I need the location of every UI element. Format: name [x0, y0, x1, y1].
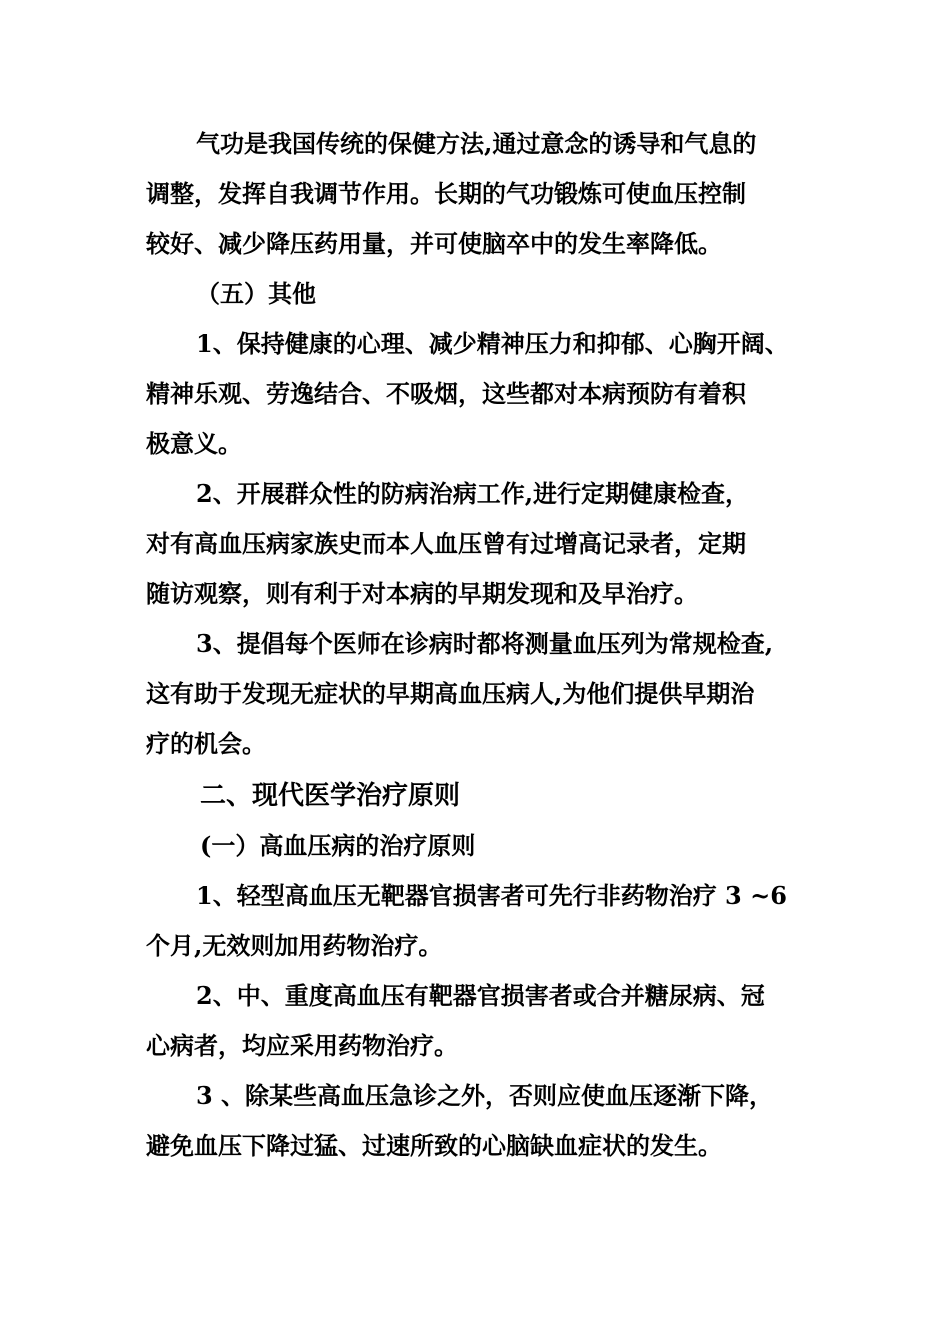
principle-2-line-2: 心病者，均应采用药物治疗。 [146, 1031, 458, 1060]
section-heading-modern-treatment: 二、现代医学治疗原则 [200, 781, 461, 811]
item-3-line-3: 疗的机会。 [146, 729, 266, 758]
principle-3-line-2: 避免血压下降过猛、过速所致的心脑缺血症状的发生。 [146, 1131, 722, 1160]
item-2-line-3: 随访观察，则有利于对本病的早期发现和及早治疗。 [146, 579, 698, 608]
item-2-line-1: 2、开展群众性的防病治病工作,进行定期健康检查， [196, 479, 750, 508]
item-1-line-1: 1、保持健康的心理、减少精神压力和抑郁、心胸开阔、 [196, 329, 789, 358]
principle-1-line-2: 个月,无效则加用药物治疗。 [146, 931, 443, 960]
item-2-line-2: 对有高血压病家族史而本人血压曾有过增高记录者，定期 [146, 529, 746, 558]
paragraph-qigong-line-3: 较好、减少降压药用量，并可使脑卒中的发生率降低。 [146, 229, 722, 258]
paragraph-qigong-line-1: 气功是我国传统的保健方法,通过意念的诱导和气息的 [196, 129, 757, 158]
item-1-line-2: 精神乐观、劳逸结合、不吸烟，这些都对本病预防有着积 [146, 379, 746, 408]
item-1-line-3: 极意义。 [146, 429, 242, 458]
principle-2-line-1: 2、中、重度高血压有靶器官损害者或合并糖尿病、冠 [196, 981, 765, 1010]
principle-1-line-1: 1、轻型高血压无靶器官损害者可先行非药物治疗 3 ~6 [196, 881, 787, 910]
item-3-line-1: 3、提倡每个医师在诊病时都将测量血压列为常规检查, [196, 629, 774, 658]
paragraph-qigong-line-2: 调整，发挥自我调节作用。长期的气功锻炼可使血压控制 [146, 179, 746, 208]
item-3-line-2: 这有助于发现无症状的早期高血压病人,为他们提供早期治 [146, 679, 755, 708]
subsection-heading-treatment-principles: (一）高血压病的治疗原则 [200, 831, 476, 860]
principle-3-line-1: 3 、除某些高血压急诊之外，否则应使血压逐渐下降， [196, 1081, 774, 1110]
section-heading-other: （五）其他 [196, 279, 316, 308]
